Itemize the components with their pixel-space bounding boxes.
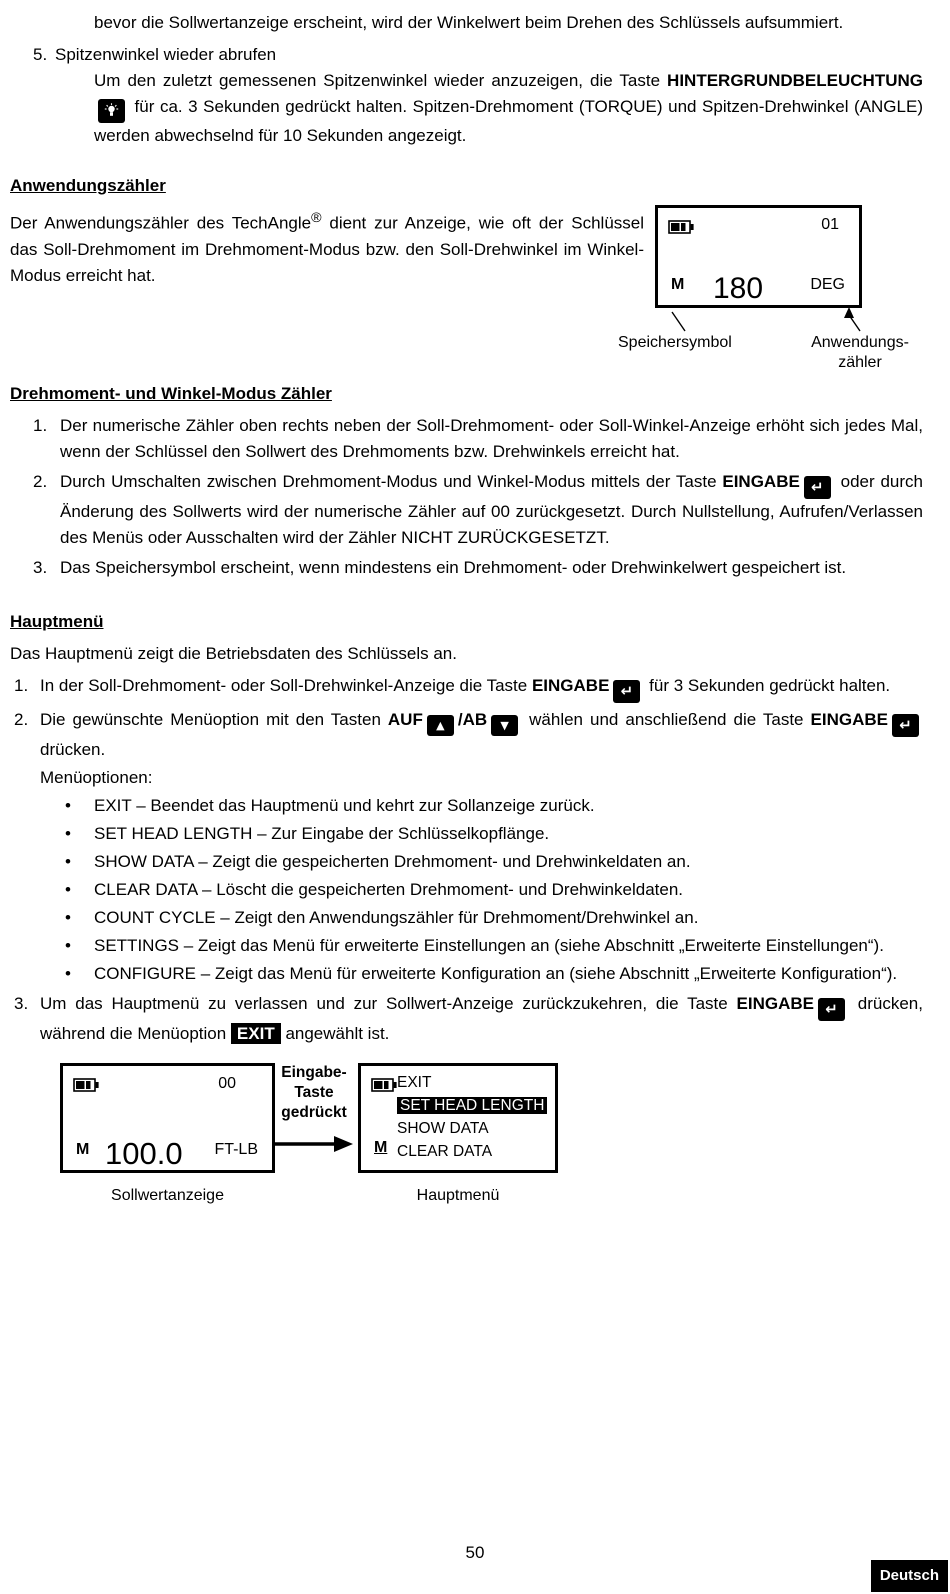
display-unit: FT-LB — [214, 1141, 258, 1158]
list-number: 1. — [14, 676, 29, 695]
memory-indicator: M — [671, 276, 685, 293]
list-number: 5. — [33, 45, 48, 64]
section-heading-hauptmenu: Hauptmenü — [10, 612, 104, 631]
trademark-symbol: ® — [311, 210, 322, 226]
arrow-caption — [268, 1063, 360, 1123]
bullet-text: COUNT CYCLE – Zeigt den Anwendungszähler für Drehmoment/Drehwinkel an. — [94, 908, 699, 927]
list-item — [33, 413, 923, 465]
lcd-display-sollwert — [60, 1063, 275, 1173]
text-run: drücken, während die Menüoption — [40, 994, 923, 1043]
bullet-item — [65, 877, 923, 903]
list-item-5-head — [33, 42, 923, 68]
text-run: gedrückt — [281, 1104, 347, 1121]
display-unit: DEG — [810, 276, 845, 293]
bullet-marker — [65, 849, 94, 875]
bullet-text: SHOW DATA – Zeigt die gespeicherten Drehmoment- und Drehwinkeldaten an. — [94, 852, 691, 871]
list-item — [14, 991, 923, 1047]
backlight-button-label: HINTERGRUNDBELEUCHTUNG — [667, 71, 923, 90]
text-run: Eingabe- — [281, 1064, 347, 1081]
list-item-text — [40, 991, 923, 1047]
down-key-icon: ▼ — [491, 715, 518, 736]
list-item — [33, 469, 923, 551]
right-arrow-icon — [270, 1135, 355, 1153]
enter-key-label: EINGABE — [722, 472, 800, 491]
text-run: wählen und anschließend die Taste — [522, 710, 811, 729]
up-key-label: AUF — [387, 710, 423, 729]
enter-key-label: EINGABE — [531, 676, 610, 695]
cycle-counter-value: 00 — [218, 1075, 236, 1092]
figure-label-hauptmenu: Hauptmenü — [416, 1187, 500, 1204]
lcd-display-angle — [655, 205, 862, 308]
figure-label-sollwertanzeige: Sollwertanzeige — [111, 1187, 224, 1204]
figure-label-speichersymbol: Speichersymbol — [618, 334, 732, 351]
text-run: angewählt ist. — [280, 1024, 390, 1043]
menu-options-bullet-list — [40, 793, 923, 987]
lcd-menu-item: EXIT — [397, 1074, 432, 1091]
bullet-text: EXIT – Beendet das Hauptmenü und kehrt zur Sollanzeige zurück. — [94, 796, 595, 815]
list-number: 3. — [14, 994, 29, 1013]
list-number: 1. — [33, 416, 48, 435]
enter-key-label: EINGABE — [810, 710, 888, 729]
text-run: Der Anwendungszähler des TechAngle — [10, 213, 312, 233]
list-item — [14, 673, 923, 703]
paragraph-hauptmenu-intro: Das Hauptmenü zeigt die Betriebsdaten des Schlüssels an. — [10, 644, 457, 663]
cycle-counter-value: 01 — [821, 216, 839, 233]
list-item-text — [40, 707, 923, 987]
text-run: Um den zuletzt gemessenen Spitzenwinkel wieder anzuzeigen, die Taste — [94, 71, 668, 90]
lcd-menu-item-selected: SET HEAD LENGTH — [397, 1094, 555, 1117]
lcd-menu-item: SHOW DATA — [397, 1120, 489, 1137]
section-heading-anwendungszaehler: Anwendungszähler — [10, 176, 166, 195]
anwendungszaehler-figure-area — [10, 205, 923, 381]
text-run: dient zur Anzeige, wie oft der Schlüssel das Soll-Drehmoment im Drehmoment-Modus bzw. den Soll-Drehwinkel im Winkel-Modus erreicht hat. — [10, 213, 644, 285]
enter-key-icon: ↵ — [818, 998, 845, 1021]
menu-options-label: Menüoptionen: — [40, 768, 153, 787]
display-value: 180 — [713, 272, 764, 305]
list-item-text — [60, 469, 923, 551]
lcd-display-hauptmenu — [358, 1063, 558, 1173]
bullet-marker — [65, 933, 94, 959]
battery-icon — [371, 1074, 397, 1100]
modes-list — [33, 413, 923, 581]
enter-key-icon: ↵ — [804, 476, 831, 499]
bullet-marker — [65, 905, 94, 931]
list-number: 2. — [14, 710, 29, 729]
list-item — [33, 555, 923, 581]
page-number: 50 — [465, 1543, 485, 1562]
backlight-icon — [98, 99, 125, 123]
paragraph-item5 — [94, 68, 923, 149]
text-run: Durch Umschalten zwischen Drehmoment-Modus und Winkel-Modus mittels der Taste — [60, 472, 723, 491]
list-item-5 — [10, 42, 923, 149]
text-run: Taste — [294, 1084, 334, 1101]
down-key-label: /AB — [457, 710, 488, 729]
bullet-item — [65, 961, 923, 987]
list-item-text: Das Speichersymbol erscheint, wenn mindestens ein Drehmoment- oder Drehwinkelwert gespeichert ist. — [60, 558, 847, 577]
list-item-text: Der numerische Zähler oben rechts neben der Soll-Drehmoment- oder Soll-Winkel-Anzeige erhöht sich jedes Mal, wenn der Schlüssel den Sollwert des Drehmoments bzw. Drehwinkels erreicht hat. — [60, 416, 923, 461]
bullet-item — [65, 905, 923, 931]
list-item-title: Spitzenwinkel wieder abrufen — [55, 45, 277, 64]
bullet-item — [65, 793, 923, 819]
bullet-text: CLEAR DATA – Löscht die gespeicherten Drehmoment- und Drehwinkeldaten. — [94, 880, 684, 899]
text-run: für ca. 3 Sekunden gedrückt halten. Spitzen-Drehmoment (TORQUE) und Spitzen-Drehwinkel (ANGLE) werden abwechselnd für 10 Sekunden angezeigt. — [94, 97, 923, 145]
hauptmenu-list — [14, 673, 923, 1047]
text-run: In der Soll-Drehmoment- oder Soll-Drehwinkel-Anzeige die Taste — [40, 676, 532, 695]
language-badge: Deutsch — [871, 1560, 948, 1592]
up-key-icon: ▲ — [427, 715, 454, 736]
text-run: Anwendungs- — [811, 334, 909, 351]
section-heading-modus-zaehler: Drehmoment- und Winkel-Modus Zähler — [10, 384, 332, 403]
enter-key-label: EINGABE — [736, 994, 814, 1013]
list-number: 2. — [33, 472, 48, 491]
bullet-marker — [65, 877, 94, 903]
text-run: oder durch Änderung des Sollwerts wird der numerische Zähler auf 00 zurückgesetzt. Durch Nullstellung, Aufrufen/Verlassen des Menüs oder Ausschalten wird der Zähler NICHT ZURÜCKGESETZT. — [60, 472, 924, 547]
enter-key-icon: ↵ — [892, 714, 919, 737]
battery-icon — [668, 216, 694, 242]
battery-icon — [73, 1074, 99, 1100]
text-run: Die gewünschte Menüoption mit den Tasten — [40, 710, 388, 729]
bullet-item — [65, 849, 923, 875]
memory-indicator: M — [374, 1139, 388, 1156]
memory-indicator: M — [76, 1141, 90, 1158]
bullet-item — [65, 821, 923, 847]
figure-label-anwendungszaehler — [798, 333, 922, 373]
bullet-item — [65, 933, 923, 959]
text-run: für 3 Sekunden gedrückt halten. — [644, 676, 891, 695]
enter-key-icon: ↵ — [613, 680, 640, 703]
text-run: drücken. — [40, 740, 106, 759]
list-item — [14, 707, 923, 987]
bullet-marker — [65, 821, 94, 847]
exit-option-highlight: EXIT — [231, 1023, 281, 1044]
bullet-text: CONFIGURE – Zeigt das Menü für erweiterte Konfiguration an (siehe Abschnitt „Erweiterte Konfiguration“). — [94, 964, 898, 983]
bullet-marker — [65, 961, 94, 987]
list-item-text — [40, 673, 923, 703]
display-value: 100.0 — [105, 1136, 183, 1171]
lcd-menu-list — [397, 1071, 555, 1163]
bullet-text: SET HEAD LENGTH – Zur Eingabe der Schlüsselkopflänge. — [94, 824, 550, 843]
bottom-figure — [10, 1063, 923, 1215]
lcd-menu-item: CLEAR DATA — [397, 1143, 493, 1160]
text-run: zähler — [838, 354, 882, 371]
paragraph-continuation: bevor die Sollwertanzeige erscheint, wird der Winkelwert beim Drehen des Schlüssels aufsummiert. — [94, 13, 844, 32]
text-run: Um das Hauptmenü zu verlassen und zur Sollwert-Anzeige zurückzukehren, die Taste — [40, 994, 737, 1013]
bullet-marker — [65, 793, 94, 819]
bullet-text: SETTINGS – Zeigt das Menü für erweiterte Einstellungen an (siehe Abschnitt „Erweiterte Einstellungen“). — [94, 936, 884, 955]
list-number: 3. — [33, 558, 48, 577]
paragraph-anwendungszaehler — [10, 205, 644, 289]
